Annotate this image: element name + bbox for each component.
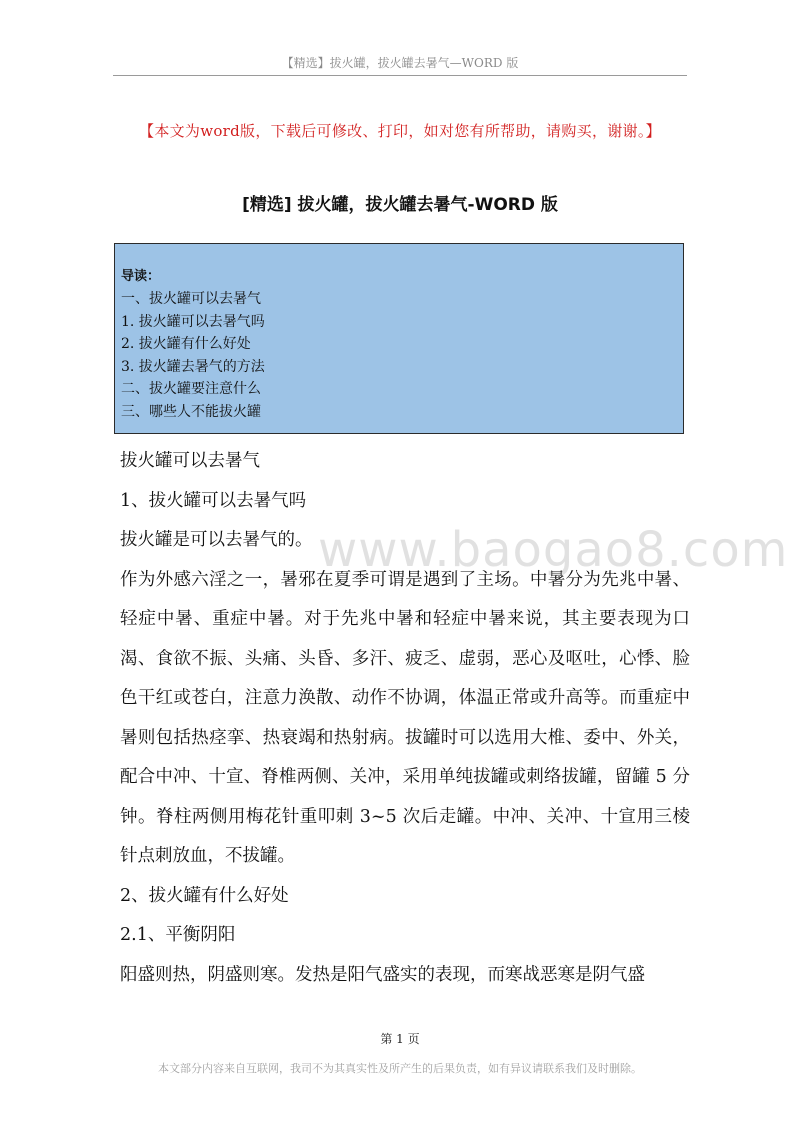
guide-item: 一、拔火罐可以去暑气 <box>121 291 261 307</box>
watermark: www.baogao8.com <box>318 522 789 578</box>
document-body <box>120 442 690 995</box>
subsection-heading: 1、拔火罐可以去暑气吗 <box>120 490 307 511</box>
subsection-heading: 2.1、平衡阴阳 <box>120 925 236 945</box>
document-title: [精选] 拔火罐，拔火罐去暑气-WORD 版 <box>242 195 558 215</box>
page-number: 第 1 页 <box>380 1032 420 1046</box>
guide-item: 1. 拔火罐可以去暑气吗 <box>121 313 265 330</box>
guide-label: 导读： <box>121 269 161 284</box>
paragraph: 作为外感六淫之一，暑邪在夏季可谓是遇到了主场。中暑分为先兆中暑、轻症中暑、重症中暑。对于先兆中暑和轻症中暑来说，其主要表现为口渴、食欲不振、头痛、头昏、多汗、疲乏、虚弱，恶心及呕吐，心悸、脸色干红或苍白，注意力涣散、动作不协调，体温正常或升高等。而重症中暑则包括热痉挛、热衰竭和热射病。拔罐时可以选用大椎、委中、外关，配合中冲、十宣、脊椎两侧、关冲，采用单纯拔罐或刺络拔罐，留罐 5 分钟。脊柱两侧用梅花针重叩刺 3~5 次后走罐。中冲、关冲、十宣用三棱针点刺放血，不拔罐。 <box>120 569 690 866</box>
guide-item: 三、哪些人不能拔火罐 <box>121 403 261 420</box>
guide-item: 3. 拔火罐去暑气的方法 <box>121 358 265 375</box>
notice-banner: 【本文为word版，下载后可修改、打印，如对您有所帮助，请购买，谢谢。】 <box>139 122 661 140</box>
page-footer: 本文部分内容来自互联网，我司不为其真实性及所产生的后果负责，如有异议请联系我们及时删除。 <box>158 1062 642 1075</box>
paragraph: 拔火罐是可以去暑气的。 <box>120 530 313 550</box>
paragraph: 阳盛则热，阴盛则寒。发热是阳气盛实的表现，而寒战恶寒是阴气盛 <box>120 964 645 985</box>
page-header: 【精选】拔火罐，拔火罐去暑气—WORD 版 <box>113 55 687 76</box>
subsection-heading: 2、拔火罐有什么好处 <box>120 885 289 906</box>
section-heading: 拔火罐可以去暑气 <box>120 451 260 471</box>
guide-item: 二、拔火罐要注意什么 <box>121 381 261 397</box>
guide-item: 2. 拔火罐有什么好处 <box>121 336 251 352</box>
guide-box <box>114 243 684 434</box>
